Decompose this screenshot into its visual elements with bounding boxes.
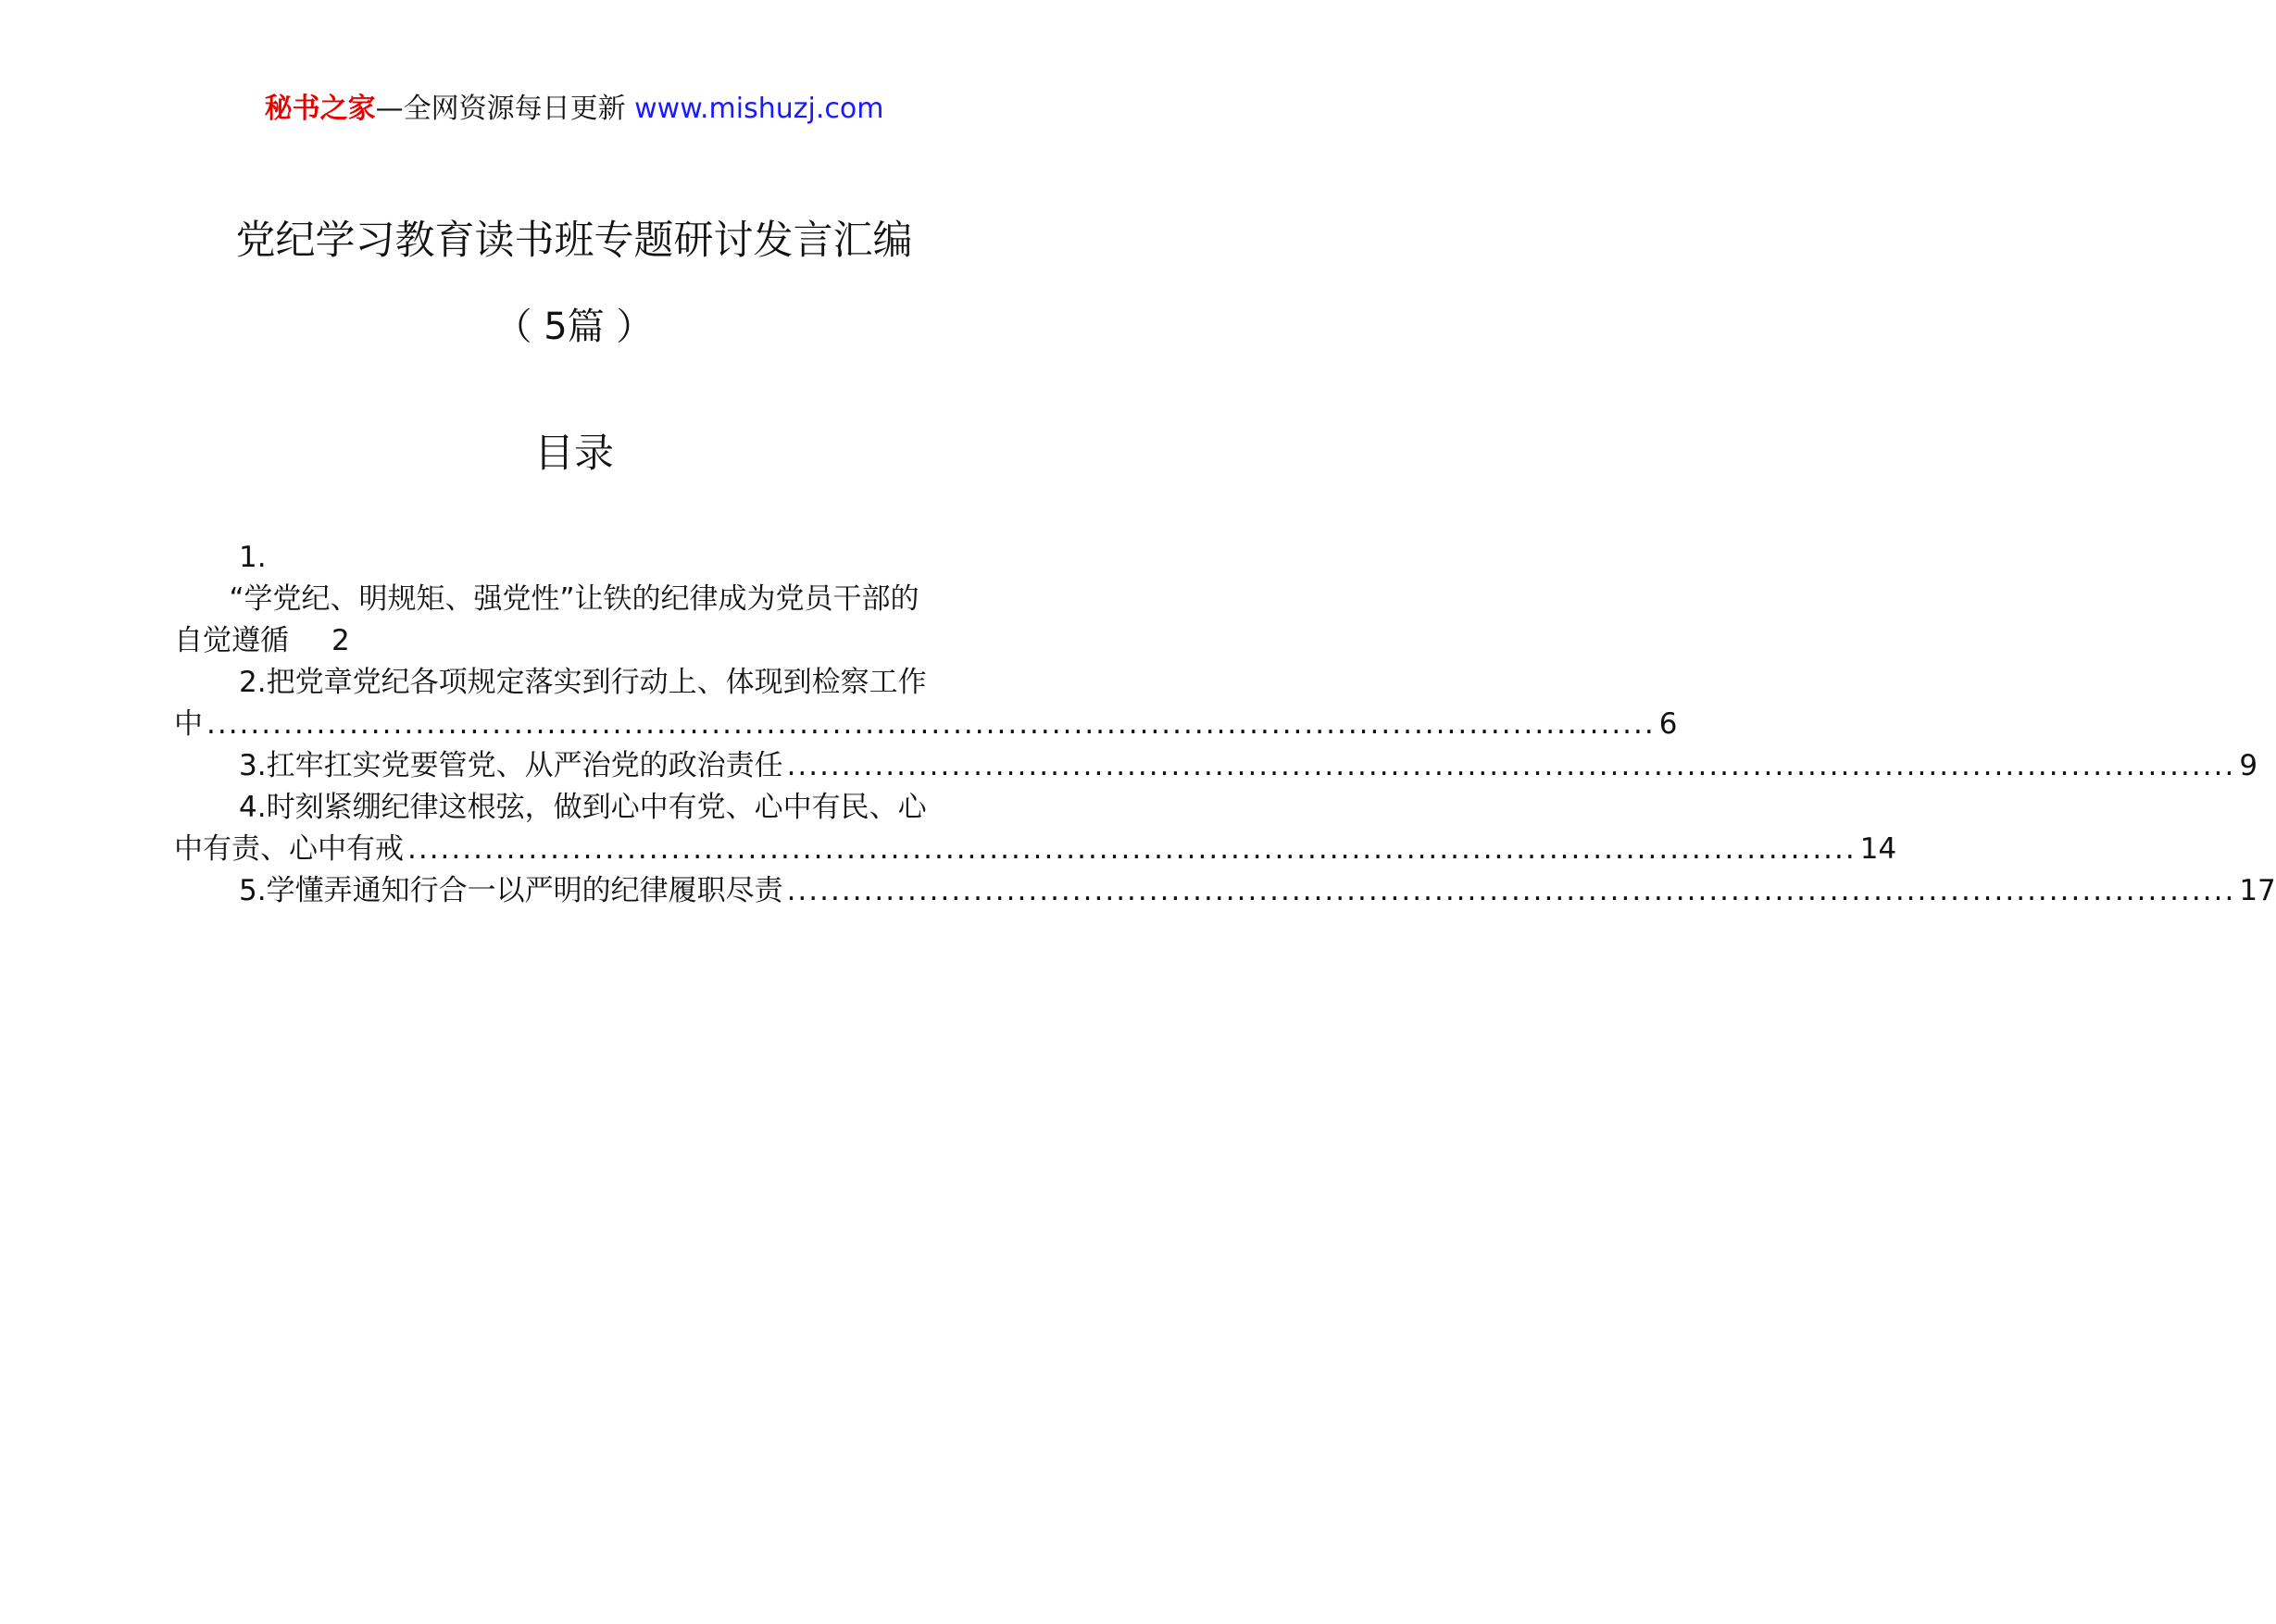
- toc-heading: 目录: [534, 431, 614, 477]
- toc-entry-4-line1[interactable]: [174, 787, 974, 829]
- toc-dot-leader: ....................................................................................................................................: [786, 749, 2236, 782]
- document-subtitle: （ 5篇 ）: [494, 306, 654, 348]
- toc-entry-page: 9: [2239, 749, 2258, 782]
- toc-entry-title: 5.学懂弄通知行合一以严明的纪律履职尽责: [239, 874, 783, 907]
- site-banner: [0, 91, 1148, 128]
- toc-entry-page: 17: [2239, 874, 2276, 907]
- toc-dot-leader: ....................................................................................................................................: [206, 707, 1656, 741]
- toc-entry-1-line1[interactable]: [174, 579, 974, 620]
- toc-entry-4-line2[interactable]: [174, 829, 1897, 870]
- toc-entry-title: “学党纪、明规矩、强党性”让铁的纪律成为党员干部的: [229, 582, 919, 616]
- toc-dot-leader: ....................................................................................................................................: [407, 832, 1857, 866]
- toc-entry-2-line1[interactable]: [174, 662, 974, 704]
- toc-entry-title-cont: 中: [174, 707, 203, 741]
- toc-entry-2-line2[interactable]: [174, 704, 1678, 745]
- table-of-contents: [174, 537, 2276, 912]
- site-url-link[interactable]: www.mishuzj.com: [634, 93, 884, 125]
- toc-entry-page: 6: [1658, 707, 1678, 741]
- brand-slogan: —全网资源每日更新: [375, 93, 626, 125]
- toc-dot-leader: ....................................................................................................................................: [786, 874, 2236, 907]
- toc-entry-1-line2[interactable]: [174, 620, 974, 662]
- toc-entry-1-number: [174, 537, 974, 579]
- toc-entry-page: 14: [1859, 832, 1897, 866]
- toc-entry-page: 2: [331, 624, 350, 657]
- toc-entry-title-cont: 中有责、心中有戒: [174, 832, 404, 866]
- toc-entry-5-line1[interactable]: [174, 870, 2276, 912]
- toc-entry-number: 1.: [239, 541, 267, 574]
- toc-entry-title-cont: 自觉遵循: [174, 624, 289, 657]
- toc-entry-title: 4.时刻紧绷纪律这根弦，做到心中有党、心中有民、心: [239, 791, 927, 824]
- brand-name: 秘书之家: [264, 93, 376, 125]
- toc-entry-3-line1[interactable]: [174, 745, 2258, 787]
- toc-entry-title: 3.扛牢扛实党要管党、从严治党的政治责任: [239, 749, 783, 782]
- document-title: 党纪学习教育读书班专题研讨发言汇编: [235, 218, 913, 264]
- toc-entry-title: 2.把党章党纪各项规定落实到行动上、体现到检察工作: [239, 666, 927, 699]
